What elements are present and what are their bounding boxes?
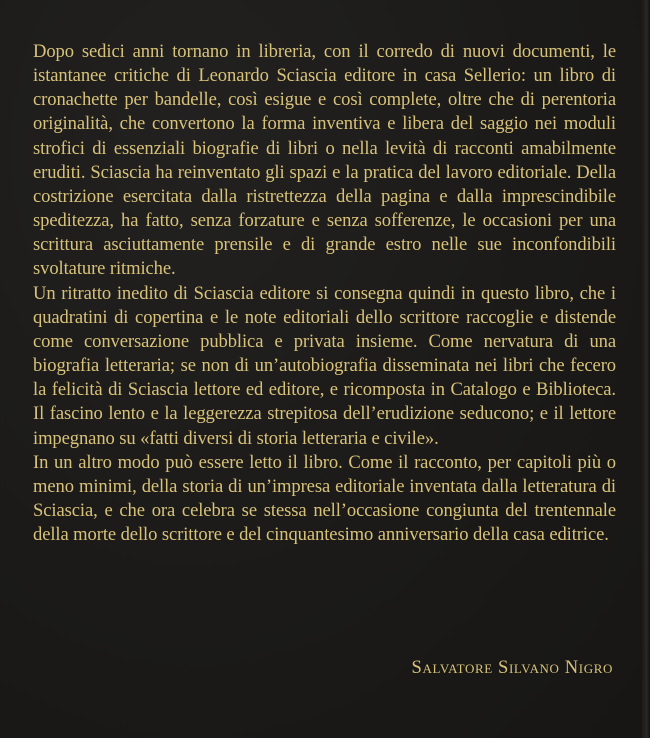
- blurb-paragraph-2: Un ritratto inedito di Sciascia editore si consegna quindi in questo libro, che i quadratini di copertina e le note editoriali dello scrittore raccoglie e distende come conversazione pubblica e privata insieme. Come nervatura di una biografia letteraria; se non di un’autobiografia disseminata nei libri che fecero la felicità di Sciascia lettore ed editore, e ricomposta in Catalogo e Biblioteca. Il fascino lento e la leggerezza strepitosa dell’erudizione seducono; e il lettore impegnano su «fatti diversi di storia letteraria e civile».: [33, 282, 616, 449]
- author-signature: Salvatore Silvano Nigro: [411, 657, 613, 678]
- page-edge: [642, 0, 650, 738]
- blurb-paragraph-3: In un altro modo può essere letto il libro. Come il racconto, per capitoli più o meno minimi, della storia di un’impresa editoriale inventata dalla letteratura di Sciascia, e che ora celebra se stessa nell’occasione congiunta del trentennale della morte dello scrittore e del cinquantesimo anniversario della casa editrice.: [33, 451, 616, 546]
- blurb-paragraph-1: Dopo sedici anni tornano in libreria, con il corredo di nuovi documenti, le istantanee critiche di Leonardo Sciascia editore in casa Sellerio: un libro di cronachette per bandelle, così esigue e così complete, oltre che di perentoria originalità, che convertono la forma inventiva e libera del saggio nei moduli strofici di essenziali biografie di libri o nella levità di racconti amabilmente eruditi. Sciascia ha reinventato gli spazi e la pratica del lavoro editoriale. Della costrizione esercitata dalla ristrettezza della pagina e dalla imprescindibile speditezza, ha fatto, senza forzature e senza sofferenze, le occasioni per una scrittura asciuttamente prensile e di grande estro nelle sue inconfondibili svoltature ritmiche.: [33, 41, 616, 280]
- blurb-text: [33, 40, 616, 547]
